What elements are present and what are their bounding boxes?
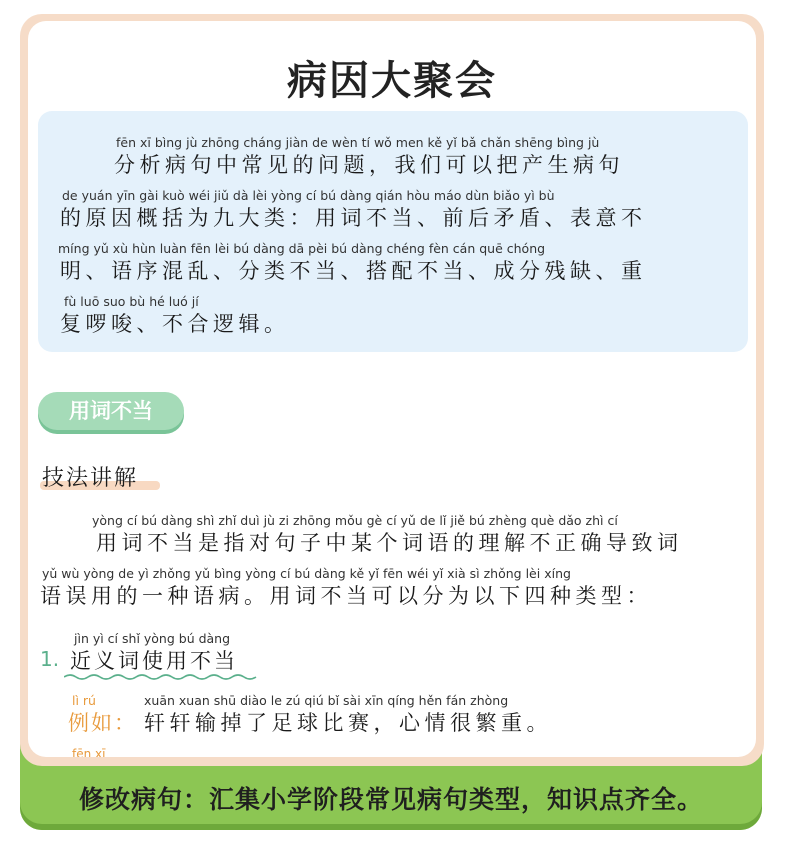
explain-pinyin-1: yòng cí bú dàng shì zhǐ duì jù zi zhōng mǒu gè cí yǔ de lǐ jiě bú zhèng què dǎo zhì cí	[92, 513, 618, 528]
subsection-number: 1.	[40, 647, 60, 671]
footer-caption: 修改病句：汇集小学阶段常见病句类型，知识点齐全。	[78, 785, 703, 814]
intro-pinyin-3: míng yǔ xù hùn luàn fēn lèi bú dàng dā pèi bú dàng chéng fèn cán quē chóng	[58, 241, 546, 256]
intro-text-2: 的原因概括为九大类：用词不当、前后矛盾、表意不	[60, 206, 647, 230]
explain-text-2: 语误用的一种语病。用词不当可以分为以下四种类型：	[40, 584, 652, 608]
next-line-pinyin: fēn xī	[72, 747, 106, 757]
wavy-underline	[64, 673, 260, 681]
intro-text-3: 明、语序混乱、分类不当、搭配不当、成分残缺、重	[60, 259, 647, 283]
intro-box	[38, 111, 748, 352]
content-card	[28, 21, 756, 757]
section-heading: 技法讲解	[42, 466, 139, 491]
category-tag: 用词不当	[38, 392, 184, 430]
example-label: 例如：	[68, 711, 137, 735]
intro-pinyin-2: de yuán yīn gài kuò wéi jiǔ dà lèi yòng cí bú dàng qián hòu máo dùn biǎo yì bù	[62, 188, 555, 203]
intro-pinyin-4: fù luō suo bù hé luó jí	[64, 294, 199, 309]
intro-text-1: 分析病句中常见的问题，我们可以把产生病句	[114, 153, 624, 177]
page-title: 病因大聚会	[287, 57, 497, 104]
intro-text-4: 复啰唆、不合逻辑。	[60, 312, 290, 336]
intro-pinyin-1: fēn xī bìng jù zhōng cháng jiàn de wèn tí wǒ men kě yǐ bǎ chǎn shēng bìng jù	[116, 135, 600, 150]
subsection-title: 近义词使用不当	[70, 649, 238, 673]
subsection-pinyin: jìn yì cí shǐ yòng bú dàng	[74, 631, 231, 646]
example-label-pinyin: lì rú	[72, 693, 96, 708]
explain-pinyin-2: yǔ wù yòng de yì zhǒng yǔ bìng yòng cí bú dàng kě yǐ fēn wéi yǐ xià sì zhǒng lèi xíng	[42, 566, 571, 581]
explain-text-1: 用词不当是指对句子中某个词语的理解不正确导致词	[96, 531, 683, 555]
example-pinyin: xuān xuan shū diào le zú qiú bǐ sài xīn qíng hěn fán zhòng	[144, 693, 509, 708]
example-text: 轩轩输掉了足球比赛，心情很繁重。	[144, 711, 552, 735]
